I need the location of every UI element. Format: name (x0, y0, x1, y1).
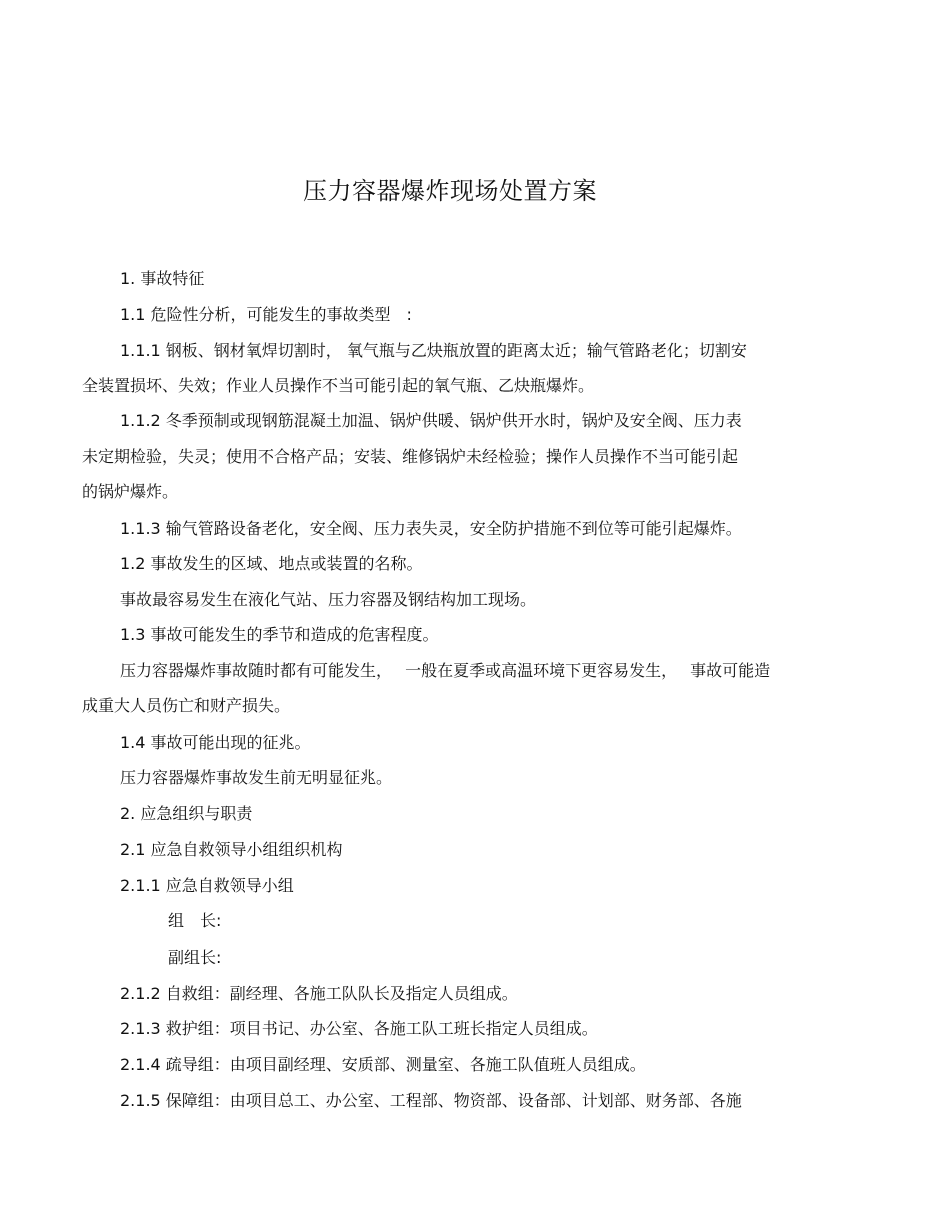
section-1-1-heading: 1.1 危险性分析，可能发生的事故类型 : (120, 305, 412, 324)
section-1-heading: 1. 事故特征 (120, 269, 205, 288)
paragraph-1-1-2-line-1: 1.1.2 冬季预制或现钢筋混凝土加温、锅炉供暖、锅炉供开水时，锅炉及安全阀、压力表 (120, 411, 742, 430)
paragraph-2-1-5: 2.1.5 保障组：由项目总工、办公室、工程部、物资部、设备部、计划部、财务部、各施 (120, 1091, 742, 1110)
section-1-2-heading: 1.2 事故发生的区域、地点或装置的名称。 (120, 554, 423, 573)
section-2-1-heading: 2.1 应急自救领导小组组织机构 (120, 840, 343, 859)
paragraph-2-1-2: 2.1.2 自救组：副经理、各施工队队长及指定人员组成。 (120, 984, 518, 1003)
paragraph-2-1-4: 2.1.4 疏导组：由项目副经理、安质部、测量室、各施工队值班人员组成。 (120, 1055, 646, 1074)
paragraph-1-3-line-2: 成重大人员伤亡和财产损失。 (82, 696, 291, 715)
paragraph-1-1-1-line-1: 1.1.1 钢板、钢材氧焊切割时， 氧气瓶与乙炔瓶放置的距离太近；输气管路老化；切割安 (120, 341, 747, 360)
paragraph-1-3-line-1: 压力容器爆炸事故随时都有可能发生， 一般在夏季或高温环境下更容易发生， 事故可能造 (120, 661, 771, 680)
paragraph-1-1-1-line-2: 全装置损坏、失效；作业人员操作不当可能引起的氧气瓶、乙炔瓶爆炸。 (82, 376, 595, 395)
paragraph-2-1-3: 2.1.3 救护组：项目书记、办公室、各施工队工班长指定人员组成。 (120, 1019, 598, 1038)
paragraph-1-1-2-line-2: 未定期检验，失灵；使用不合格产品；安装、维修锅炉未经检验；操作人员操作不当可能引起 (82, 447, 739, 466)
section-2-1-1-heading: 2.1.1 应急自救领导小组 (120, 876, 294, 895)
team-leader-field: 组 长: (168, 911, 222, 930)
deputy-leader-field: 副组长: (168, 948, 222, 967)
paragraph-1-2: 事故最容易发生在液化气站、压力容器及钢结构加工现场。 (120, 590, 537, 609)
section-2-heading: 2. 应急组织与职责 (120, 804, 253, 823)
paragraph-1-4: 压力容器爆炸事故发生前无明显征兆。 (120, 768, 393, 787)
section-1-4-heading: 1.4 事故可能出现的征兆。 (120, 733, 311, 752)
section-1-3-heading: 1.3 事故可能发生的季节和造成的危害程度。 (120, 625, 439, 644)
paragraph-1-1-2-line-3: 的锅炉爆炸。 (82, 482, 179, 501)
document-title: 压力容器爆炸现场处置方案 (303, 177, 597, 205)
paragraph-1-1-3: 1.1.3 输气管路设备老化，安全阀、压力表失灵，安全防护措施不到位等可能引起爆炸。 (120, 519, 742, 538)
